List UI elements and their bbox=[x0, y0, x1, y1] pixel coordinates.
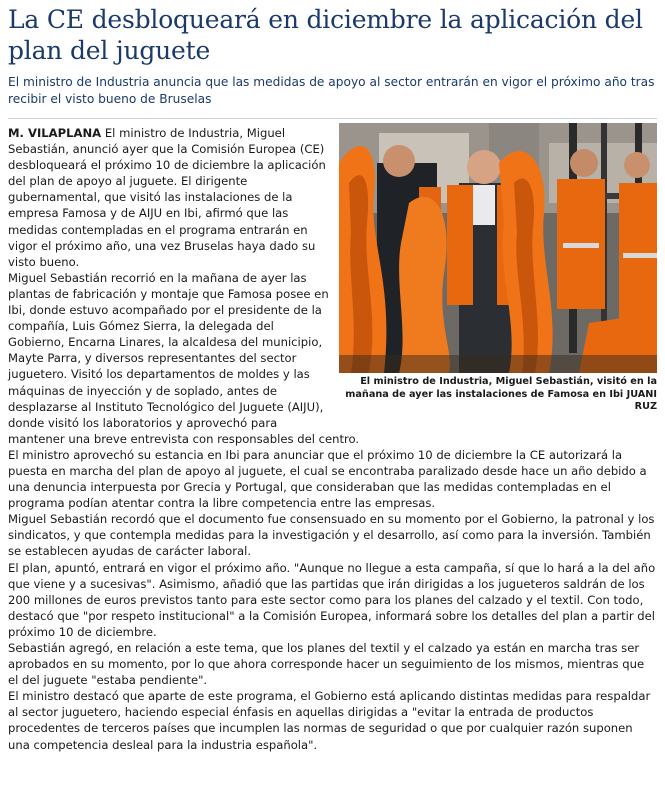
byline: M. VILAPLANA bbox=[8, 126, 102, 140]
subtitle: El ministro de Industria anuncia que las medidas de apoyo al sector entrarán en vigor el próximo año tras recibir el visto bueno de Bruselas bbox=[8, 75, 655, 106]
photo-caption: El ministro de Industria, Miguel Sebastián, visitó en la mañana de ayer las instalaciones de Famosa en Ibi JUANI RUZ bbox=[345, 376, 657, 412]
article-body bbox=[0, 119, 665, 753]
paragraph-2: Miguel Sebastián recorrió en la mañana de ayer las plantas de fabricación y montaje que Famosa posee en Ibi, donde estuvo acompañado por el presidente de la compañía, Luis Gómez Sierra, la delegada del Gobierno, Encarna Linares, la alcaldesa del municipio, Mayte Parra, y diversos representantes del sector juguetero. Visitó los departamentos de moldes y las máquinas de inyección y de soplado, antes de desplazarse al Instituto Tecnológico del Juguete (AIJU), donde visitó los laboratorios y aprovechó para mantener una breve entrevista con responsables del centro. bbox=[8, 270, 360, 446]
photo-figure bbox=[339, 123, 657, 414]
paragraph-7: El ministro destacó que aparte de este programa, el Gobierno está aplicando distintas medidas para respaldar al sector juguetero, haciendo especial énfasis en aquellas dirigidas a "evitar la entrada de productos procedentes de terceros países que incumplen las normas de seguridad o que por cualquier razón suponen una competencia desleal para la industria española". bbox=[8, 689, 651, 752]
paragraph-4: Miguel Sebastián recordó que el documento fue consensuado en su momento por el Gobierno, la patronal y los sindicatos, y que contempla medidas para la investigación y el desarrollo, así como para la inversión. También se establecen ayudas de carácter laboral. bbox=[8, 512, 655, 559]
paragraph-3: El ministro aprovechó su estancia en Ibi para anunciar que el próximo 10 de diciembre la CE autorizará la puesta en marcha del plan de apoyo al juguete, el cual se encontraba paralizado desde hace un año debido a una denuncia interpuesta por Grecia y Portugal, que consideraban que las medidas contempladas en el programa podían atentar contra la libre competencia entre las empresas. bbox=[8, 447, 647, 511]
news-photo[interactable] bbox=[339, 123, 657, 373]
headline: La CE desbloqueará en diciembre la aplicación del plan del juguete bbox=[8, 5, 643, 65]
paragraph-5: El plan, apuntó, entrará en vigor el próximo año. "Aunque no llegue a esta campaña, sí que lo hará a la del año que viene y a sucesivas". Asimismo, añadió que las partidas que irán dirigidas a los jugueteros saldrán de los 200 millones de euros previstos tanto para este sector como para los planes del calzado y el textil. Con todo, destacó que "por respeto institucional" a la Comisión Europea, informará sobre los detalles del plan a partir del próximo 10 de diciembre. bbox=[8, 560, 656, 639]
paragraph-1-text: El ministro de Industria, Miguel Sebastián, anunció ayer que la Comisión Europea (CE) desbloqueará el próximo 10 de diciembre la aplicación del plan de apoyo al juguete. El dirigente gubernamental, que visitó las instalaciones de la empresa Famosa y de AIJU en Ibi, afirmó que las medidas contempladas en el programa entrarán en vigor el próximo año, una vez Bruselas haya dado su visto bueno. bbox=[8, 126, 326, 269]
paragraph-6: Sebastián agregó, en relación a este tema, que los planes del textil y el calzado ya están en marcha tras ser aprobados en su momento, por lo que ahora corresponde hacer un seguimiento de los mismos, mientras que el del juguete "estaba pendiente". bbox=[8, 641, 645, 688]
